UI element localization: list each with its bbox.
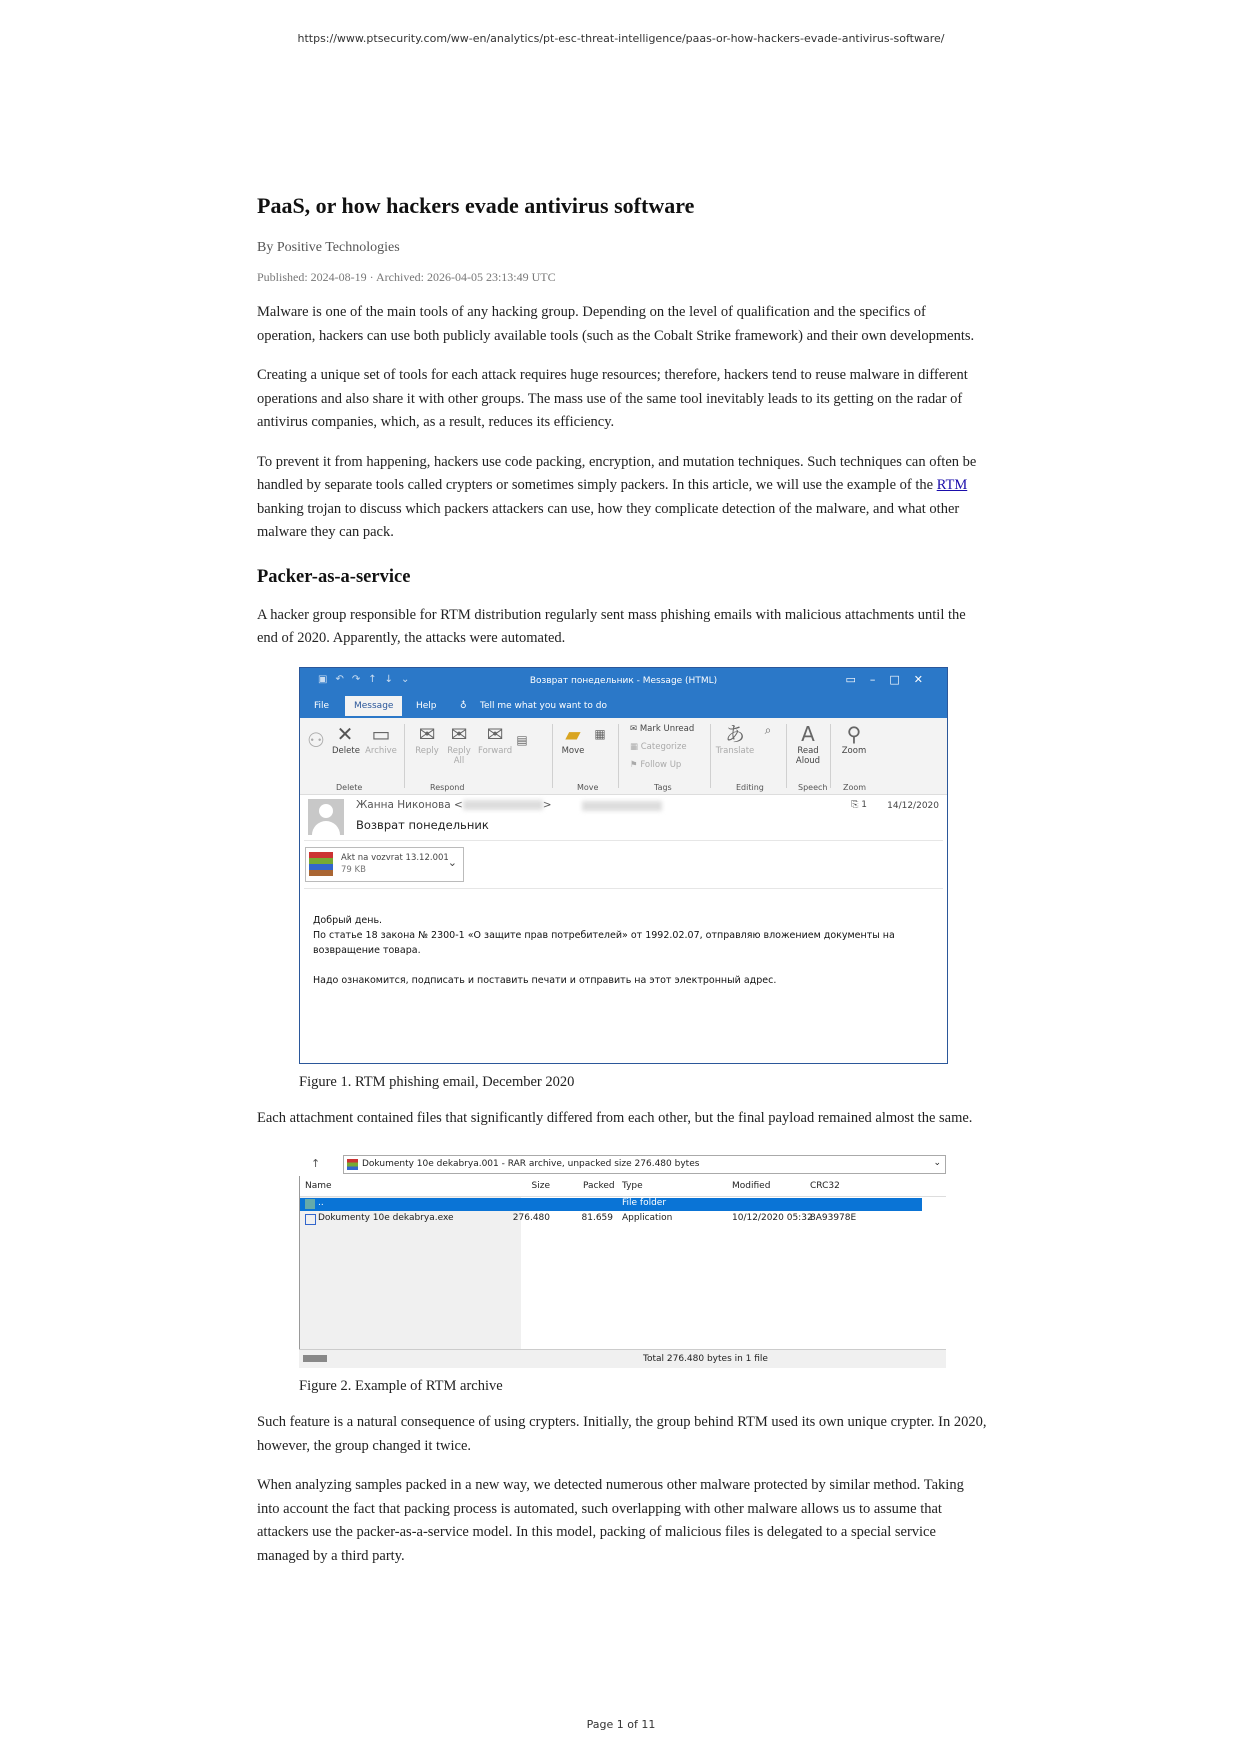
- paragraph-4: A hacker group responsible for RTM distribution regularly sent mass phishing emails with malicious attachments until the end of 2020. Apparently, the attacks were automated.: [257, 606, 966, 646]
- find-icon[interactable]: ⌕: [764, 722, 772, 737]
- paragraph-5: Each attachment contained files that significantly differed from each other, but the final payload remained almost the same.: [257, 1109, 973, 1126]
- attachment-count: ⎘ 1: [851, 799, 867, 810]
- archive-button[interactable]: ▭ Archive: [365, 721, 397, 756]
- article-title: PaaS, or how hackers evade antivirus software: [257, 193, 695, 218]
- rar-icon: [347, 1159, 358, 1170]
- table-row[interactable]: Dokumenty 10e dekabrya.exe 276.480 81.659 Application 10/12/2020 05:32 8A93978E: [300, 1213, 922, 1226]
- lightbulb-icon: ♁: [460, 700, 467, 711]
- email-date: 14/12/2020: [887, 800, 939, 811]
- delete-button[interactable]: ✕ Delete: [332, 721, 360, 756]
- tab-file[interactable]: File: [314, 700, 330, 711]
- drive-icon: [303, 1355, 327, 1362]
- group-move: Move: [577, 782, 599, 792]
- file-list: [299, 1176, 946, 1349]
- page-number: Page 1 of 11: [586, 1718, 656, 1731]
- path-box[interactable]: Dokumenty 10e dekabrya.001 - RAR archive, unpacked size 276.480 bytes ⌄: [343, 1155, 946, 1174]
- reply-all-button[interactable]: ✉ Reply All: [447, 721, 471, 766]
- sender: Жанна Никонова < >: [356, 798, 552, 811]
- group-respond: Respond: [430, 782, 465, 792]
- email-body: Добрый день. По статье 18 закона № 2300-1 «О защите прав потребителей» от 1992.02.07, отправляю вложением документы на возвращение товара. Надо ознакомится, подписать и поставить печати и отправить на этот электронный адрес.: [304, 888, 943, 988]
- ignore-icon[interactable]: ⚇: [307, 727, 325, 752]
- address-bar: [299, 1152, 946, 1177]
- email-subject: Возврат понедельник: [356, 817, 489, 832]
- tab-message[interactable]: Message: [345, 696, 402, 716]
- forward-button[interactable]: ✉ Forward: [478, 721, 513, 756]
- up-arrow-icon[interactable]: ↑: [311, 1157, 321, 1170]
- window-title: Возврат понедельник - Message (HTML): [529, 675, 718, 686]
- col-type[interactable]: Type: [622, 1181, 643, 1191]
- figure-1-caption: Figure 1. RTM phishing email, December 2020: [299, 1073, 575, 1090]
- categorize-button[interactable]: ▦ Categorize: [630, 741, 687, 752]
- figure-2-caption: Figure 2. Example of RTM archive: [299, 1378, 503, 1394]
- rar-icon: [309, 852, 333, 876]
- avatar: [308, 799, 344, 835]
- col-crc32[interactable]: CRC32: [810, 1181, 840, 1191]
- exe-icon: [305, 1214, 316, 1225]
- quick-access-icons: ▣↶↷↑↓⌄: [318, 673, 418, 685]
- col-size[interactable]: Size: [531, 1181, 550, 1191]
- tell-me-search[interactable]: Tell me what you want to do: [480, 700, 607, 711]
- chevron-down-icon[interactable]: ⌄: [447, 855, 457, 869]
- more-respond-icon[interactable]: ▤: [516, 732, 528, 747]
- paragraph-2: Creating a unique set of tools for each attack requires huge resources; therefore, hackers tend to reuse malware in different operations and also share it with other groups. The mass use of the same tool inevitably leads to its getting on the radar of antivirus companies, which, as a result, reduces its efficiency.: [257, 367, 968, 430]
- redacted-email: [463, 800, 543, 810]
- section-heading: Packer-as-a-service: [257, 566, 411, 587]
- col-packed[interactable]: Packed: [583, 1181, 615, 1191]
- folder-icon: [305, 1199, 315, 1209]
- ribbon: [300, 718, 947, 795]
- article: [257, 188, 987, 1568]
- group-zoom: Zoom: [843, 782, 867, 792]
- byline: By Positive Technologies: [257, 240, 400, 255]
- paragraph-7: When analyzing samples packed in a new way, we detected numerous other malware protected by similar method. Taking into account the fact that packing process is automated, such overlapping with other malware allows us to assume that attackers use the packer-as-a-service model. In this model, packing of malicious files is delegated to a special service managed by a third party.: [257, 1477, 964, 1564]
- paragraph-1: Malware is one of the main tools of any hacking group. Depending on the level of qualification and the specifics of operation, hackers can use both publicly available tools (such as the Cobalt Strike framework) and their own developments.: [257, 304, 975, 344]
- source-url: https://www.ptsecurity.com/ww-en/analytics/pt-esc-threat-intelligence/paas-or-how-hackers-evade-antivirus-software/: [297, 32, 945, 45]
- move-button[interactable]: ▰ Move: [561, 721, 585, 756]
- list-header: [300, 1176, 946, 1197]
- outlook-titlebar: [300, 668, 947, 694]
- paragraph-6: Such feature is a natural consequence of using crypters. Initially, the group behind RTM used its own unique crypter. In 2020, however, the group changed it twice.: [257, 1414, 987, 1454]
- window-controls: ▭–□✕: [845, 672, 937, 686]
- attachment[interactable]: Akt na vozvrat 13.12.001 79 KB ⌄: [305, 847, 464, 882]
- chevron-down-icon: ⌄: [933, 1158, 941, 1168]
- mark-unread-button[interactable]: ✉ Mark Unread: [630, 723, 695, 734]
- outlook-screenshot: [299, 667, 948, 1064]
- group-speech: Speech: [798, 782, 828, 792]
- paragraph-3: To prevent it from happening, hackers use code packing, encryption, and mutation techniques. Such techniques can often be handled by separate tools called crypters or sometimes simply packers. In this article, we will use the example of the RTM banking trojan to discuss which packers attackers can use, how they complicate detection of the malware, and what other malware they can pack.: [257, 453, 977, 540]
- group-delete: Delete: [336, 782, 363, 792]
- reply-button[interactable]: ✉ Reply: [415, 721, 439, 756]
- col-name[interactable]: Name: [305, 1181, 332, 1191]
- col-modified[interactable]: Modified: [732, 1181, 771, 1191]
- figure-1: [299, 667, 987, 1091]
- group-tags: Tags: [654, 782, 672, 792]
- zoom-button[interactable]: ⚲ Zoom: [841, 721, 867, 756]
- translate-button[interactable]: あ Translate: [715, 721, 755, 756]
- rtm-link[interactable]: RTM: [936, 477, 968, 493]
- follow-up-button[interactable]: ⚑ Follow Up: [630, 759, 682, 770]
- outlook-tabs: [300, 694, 947, 718]
- tab-help[interactable]: Help: [416, 700, 437, 711]
- publish-meta: Published: 2024-08-19 · Archived: 2026-04-05 23:13:49 UTC: [257, 270, 556, 284]
- redacted-recipient: [582, 801, 662, 811]
- rules-icon[interactable]: ▦: [594, 726, 606, 741]
- status-bar: Total 276.480 bytes in 1 file: [299, 1349, 946, 1368]
- table-row[interactable]: .. File folder: [300, 1198, 922, 1211]
- winrar-screenshot: [299, 1152, 946, 1368]
- figure-2: [299, 1152, 987, 1395]
- message-header: [304, 795, 943, 841]
- read-aloud-button[interactable]: A Read Aloud: [795, 721, 821, 766]
- group-editing: Editing: [736, 782, 764, 792]
